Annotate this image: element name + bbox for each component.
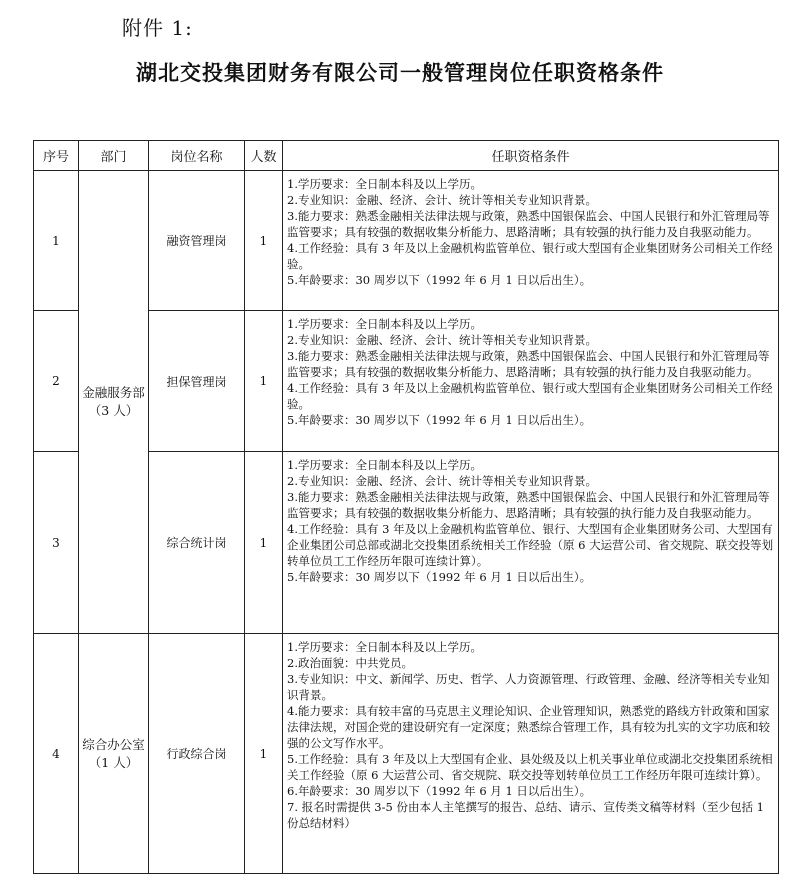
requirement-item: 3.能力要求：熟悉金融相关法律法规与政策，熟悉中国银保监会、中国人民银行和外汇管理局等监管要求；具有较强的数据收集分析能力、思路清晰；具有较强的执行能力及自我驱动能力。: [287, 490, 770, 520]
requirements-cell: [283, 171, 779, 311]
requirement-item: 4.工作经验：具有 3 年及以上金融机构监管单位、银行、大型国有企业集团财务公司、大型国有企业集团公司总部或湖北交投集团系统相关工作经验（原 6 大运营公司、省交规院、联交投等划转单位员工工作经历年限可连续计算）。: [287, 522, 774, 568]
position-name: 综合统计岗: [149, 452, 245, 634]
department-headcount: （1 人）: [88, 754, 139, 770]
requirement-item: 1.学历要求：全日制本科及以上学历。: [287, 640, 482, 654]
table-row: [34, 634, 779, 874]
document-title: 湖北交投集团财务有限公司一般管理岗位任职资格条件: [136, 60, 664, 85]
requirement-item: 5.工作经验：具有 3 年及以上大型国有企业、县处级及以上机关事业单位或湖北交投集团系统相关工作经验（原 6 大运营公司、省交规院、联交投等划转单位员工工作经历年限可连续计算）。: [287, 752, 773, 782]
row-index: 4: [34, 634, 79, 874]
header-count: 人数: [245, 141, 283, 171]
requirements-cell: [283, 452, 779, 634]
headcount: 1: [245, 311, 283, 452]
department-name: 综合办公室: [82, 736, 145, 752]
requirement-item: 5.年龄要求：30 周岁以下（1992 年 6 月 1 日以后出生）。: [287, 413, 592, 427]
requirements-cell: [283, 634, 779, 874]
requirement-item: 2.专业知识：金融、经济、会计、统计等相关专业知识背景。: [287, 333, 597, 347]
headcount: 1: [245, 171, 283, 311]
headcount: 1: [245, 634, 283, 874]
department-cell: [79, 171, 149, 634]
headcount: 1: [245, 452, 283, 634]
department-headcount: （3 人）: [88, 403, 139, 418]
position-name: 融资管理岗: [149, 171, 245, 311]
table-row: [34, 171, 779, 311]
header-position: 岗位名称: [149, 141, 245, 171]
header-requirements: 任职资格条件: [283, 141, 779, 171]
department-name: 金融服务部: [82, 385, 145, 400]
attachment-label: 附件 1:: [122, 16, 193, 40]
requirement-item: 2.专业知识：金融、经济、会计、统计等相关专业知识背景。: [287, 193, 597, 207]
table-header-row: [34, 141, 779, 171]
requirement-item: 6.年龄要求：30 周岁以下（1992 年 6 月 1 日以后出生）。: [287, 784, 592, 798]
requirement-item: 1.学历要求：全日制本科及以上学历。: [287, 458, 482, 472]
requirement-item: 5.年龄要求：30 周岁以下（1992 年 6 月 1 日以后出生）。: [287, 273, 592, 287]
requirement-item: 2.专业知识：金融、经济、会计、统计等相关专业知识背景。: [287, 474, 597, 488]
position-name: 行政综合岗: [149, 634, 245, 874]
position-name: 担保管理岗: [149, 311, 245, 452]
row-index: 2: [34, 311, 79, 452]
requirement-item: 3.能力要求：熟悉金融相关法律法规与政策，熟悉中国银保监会、中国人民银行和外汇管理局等监管要求；具有较强的数据收集分析能力、思路清晰；具有较强的执行能力及自我驱动能力。: [287, 209, 770, 239]
header-department: 部门: [79, 141, 149, 171]
requirement-item: 1.学历要求：全日制本科及以上学历。: [287, 317, 482, 331]
requirement-item: 1.学历要求：全日制本科及以上学历。: [287, 177, 482, 191]
requirement-item: 4.能力要求：具有较丰富的马克思主义理论知识、企业管理知识，熟悉党的路线方针政策和国家法律法规，对国企党的建设研究有一定深度；熟悉综合管理工作，具有较为扎实的文字功底和较强的公文写作水平。: [287, 704, 770, 750]
requirement-item: 3.能力要求：熟悉金融相关法律法规与政策，熟悉中国银保监会、中国人民银行和外汇管理局等监管要求；具有较强的数据收集分析能力、思路清晰；具有较强的执行能力及自我驱动能力。: [287, 349, 770, 379]
requirement-item: 5.年龄要求：30 周岁以下（1992 年 6 月 1 日以后出生）。: [287, 570, 592, 584]
department-cell: [79, 634, 149, 874]
requirement-item: 4.工作经验：具有 3 年及以上金融机构监管单位、银行或大型国有企业集团财务公司相关工作经验。: [287, 241, 773, 271]
requirements-table: [33, 140, 779, 874]
row-index: 1: [34, 171, 79, 311]
row-index: 3: [34, 452, 79, 634]
requirement-item: 3.专业知识：中文、新闻学、历史、哲学、人力资源管理、行政管理、金融、经济等相关专业知识背景。: [287, 672, 770, 702]
requirement-item: 4.工作经验：具有 3 年及以上金融机构监管单位、银行或大型国有企业集团财务公司相关工作经验。: [287, 381, 773, 411]
requirement-item: 2.政治面貌：中共党员。: [287, 656, 413, 670]
requirements-cell: [283, 311, 779, 452]
requirement-item: 7. 报名时需提供 3-5 份由本人主笔撰写的报告、总结、请示、宣传类文稿等材料（至少包括 1 份总结材料）: [287, 800, 764, 830]
header-index: 序号: [34, 141, 79, 171]
